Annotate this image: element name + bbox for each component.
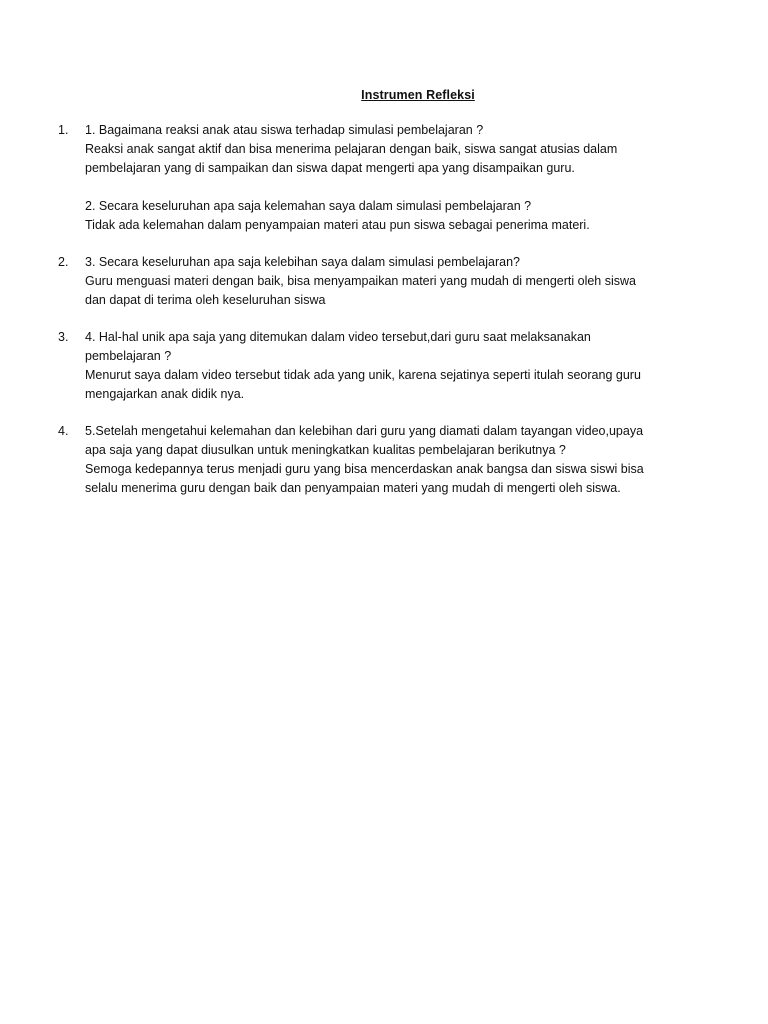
- question-line: apa saja yang dapat diusulkan untuk meningkatkan kualitas pembelajaran berikutnya ?: [85, 443, 566, 457]
- list-item: [0, 121, 768, 235]
- list-item-body: [85, 328, 665, 404]
- question-line: pembelajaran ?: [85, 349, 172, 363]
- answer-line: pembelajaran yang di sampaikan dan siswa dapat mengerti apa yang disampaikan guru.: [85, 161, 575, 175]
- question-line: 5.Setelah mengetahui kelemahan dan kelebihan dari guru yang diamati dalam tayangan video,upaya: [85, 424, 644, 438]
- list-item: [0, 328, 768, 404]
- answer-line: Reaksi anak sangat aktif dan bisa menerima pelajaran dengan baik, siswa sangat atusias dalam: [85, 142, 618, 156]
- reflection-list: [0, 121, 768, 516]
- list-number: 4.: [58, 424, 69, 438]
- list-item-body: [85, 422, 665, 498]
- answer-line: Guru menguasi materi dengan baik, bisa menyampaikan materi yang mudah di mengerti oleh siswa: [85, 274, 636, 288]
- list-number: 2.: [58, 255, 69, 269]
- list-item: [0, 422, 768, 498]
- answer-line: selalu menerima guru dengan baik dan penyampaian materi yang mudah di mengerti oleh siswa.: [85, 481, 621, 495]
- document-title: Instrumen Refleksi: [361, 88, 475, 102]
- answer-line: mengajarkan anak didik nya.: [85, 387, 245, 401]
- list-item: [0, 253, 768, 310]
- question-line: 4. Hal-hal unik apa saja yang ditemukan dalam video tersebut,dari guru saat melaksanakan: [85, 330, 591, 344]
- list-item-body: [85, 253, 665, 310]
- question-line: 2. Secara keseluruhan apa saja kelemahan saya dalam simulasi pembelajaran ?: [85, 199, 532, 213]
- answer-line: Tidak ada kelemahan dalam penyampaian materi atau pun siswa sebagai penerima materi.: [85, 218, 590, 232]
- list-number: 1.: [58, 123, 69, 137]
- answer-line: dan dapat di terima oleh keseluruhan siswa: [85, 293, 326, 307]
- answer-line: Semoga kedepannya terus menjadi guru yang bisa mencerdaskan anak bangsa dan siswa siswi bisa: [85, 462, 644, 476]
- list-item-body: [85, 121, 665, 235]
- list-number: 3.: [58, 330, 69, 344]
- question-line: 3. Secara keseluruhan apa saja kelebihan saya dalam simulasi pembelajaran?: [85, 255, 520, 269]
- paragraph-gap: [85, 178, 665, 197]
- answer-line: Menurut saya dalam video tersebut tidak ada yang unik, karena sejatinya seperti itulah seorang guru: [85, 368, 641, 382]
- question-line: 1. Bagaimana reaksi anak atau siswa terhadap simulasi pembelajaran ?: [85, 123, 484, 137]
